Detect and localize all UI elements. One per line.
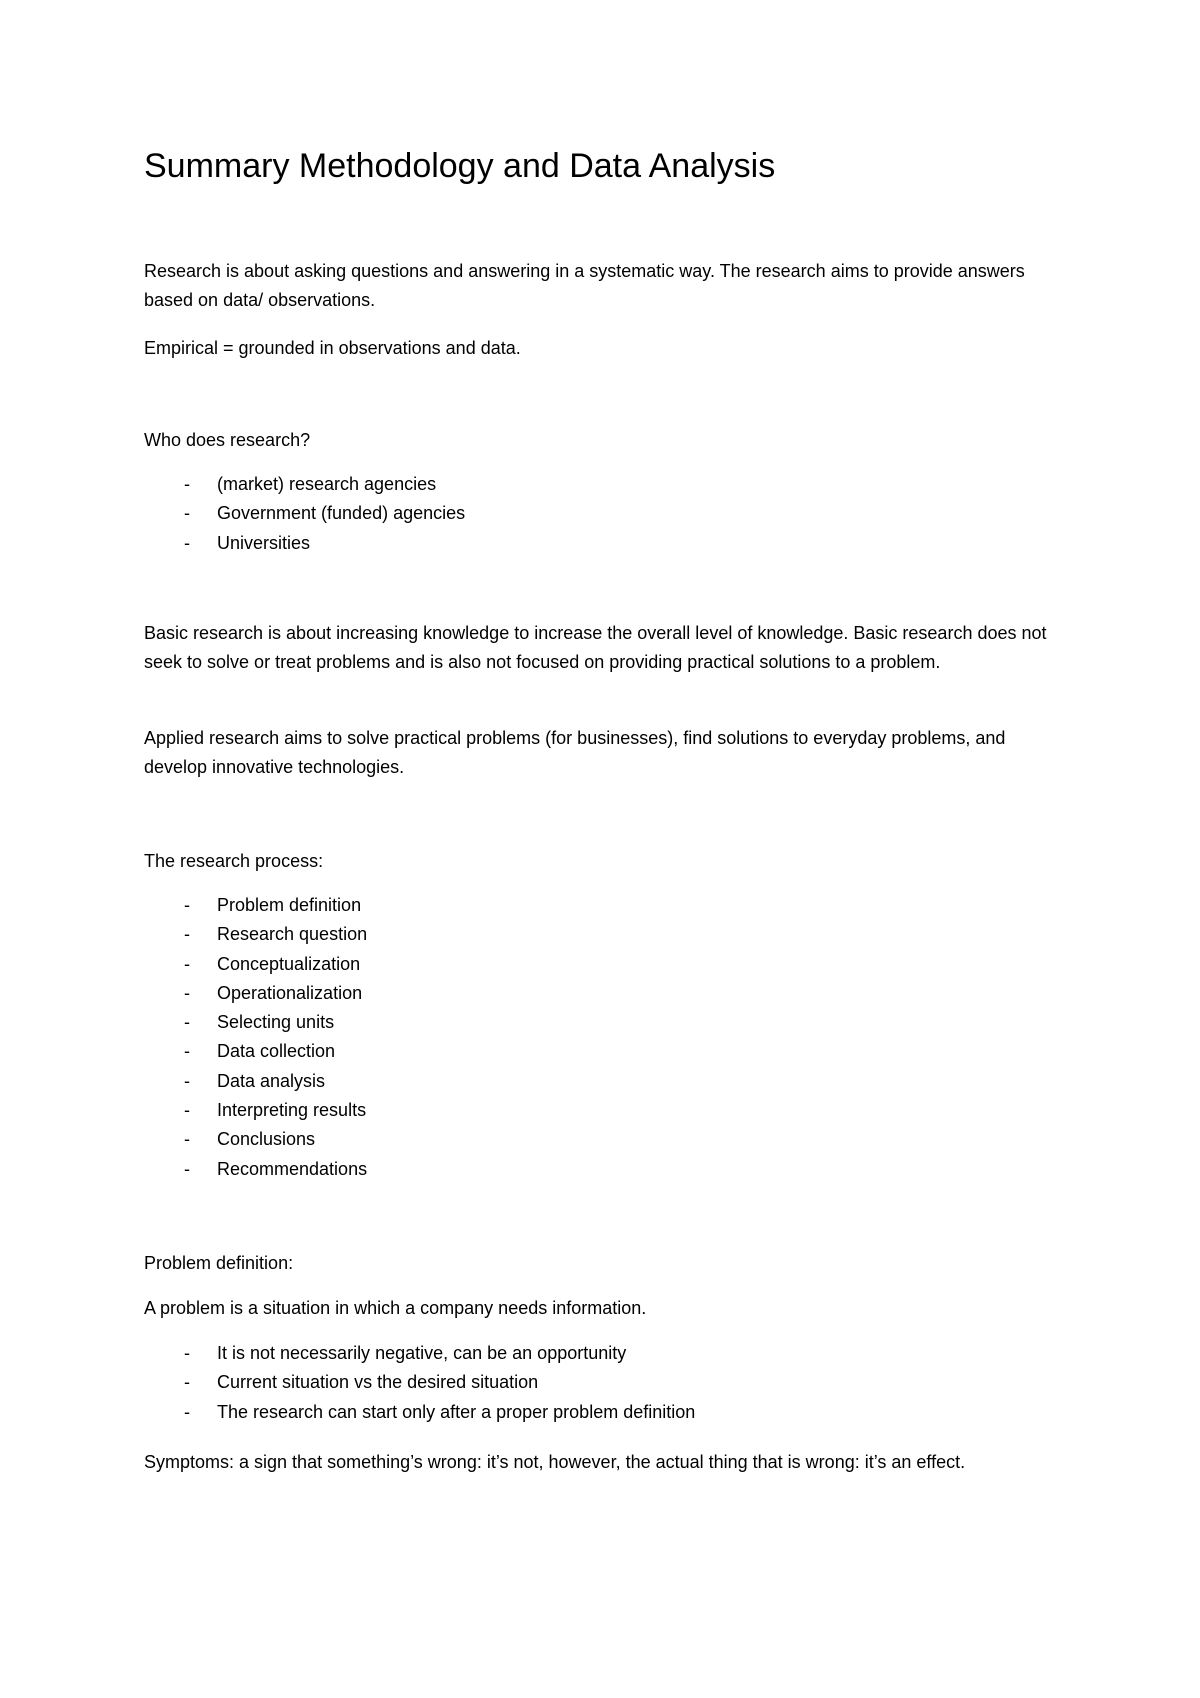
problem-definition-list [144,1339,1064,1427]
list-item [144,1008,1064,1037]
bullet-dash: - [184,1100,190,1121]
bullet-dash: - [184,474,190,494]
list-item-text: Current situation vs the desired situation [217,1372,539,1393]
problem-definition-text: A problem is a situation in which a company needs information. [144,1298,647,1318]
list-item [144,1037,1064,1066]
research-process-heading: The research process: [144,851,324,871]
bullet-dash: - [184,1343,190,1363]
list-item-text: Selecting units [217,1012,335,1033]
list-item [144,891,1064,920]
problem-definition-heading: Problem definition: [144,1253,294,1273]
intro-paragraph: Research is about asking questions and answering in a systematic way. The research aims to provide answers based on data/ observations. [144,261,1025,310]
list-item [144,470,1064,499]
list-item [144,529,1064,558]
list-item [144,1398,1064,1427]
bullet-dash: - [184,1401,190,1422]
list-item-text: Operationalization [217,982,363,1003]
basic-research-paragraph: Basic research is about increasing knowledge to increase the overall level of knowledge. Basic research does not seek to solve or treat problems and is also not focused on providing practical solutions to a problem. [144,623,1047,672]
list-item-text: Universities [217,532,311,553]
list-item [144,1368,1064,1397]
list-item-text: (market) research agencies [217,474,437,494]
list-item-text: Interpreting results [217,1100,367,1121]
who-does-research-list [144,470,1064,558]
document-title: Summary Methodology and Data Analysis [144,147,776,185]
list-item [144,1125,1064,1154]
list-item [144,920,1064,949]
list-item [144,1339,1064,1368]
list-item [144,950,1064,979]
bullet-dash: - [184,1041,190,1062]
who-does-research-heading: Who does research? [144,430,311,450]
research-process-list [144,891,1064,1184]
symptoms-paragraph: Symptoms: a sign that something’s wrong: it’s not, however, the actual thing that is wrong: it’s an effect. [144,1452,966,1472]
list-item [144,1155,1064,1184]
bullet-dash: - [184,1012,190,1033]
list-item-text: Data analysis [217,1070,326,1091]
bullet-dash: - [184,1129,190,1150]
list-item-text: It is not necessarily negative, can be an opportunity [217,1343,627,1363]
bullet-dash: - [184,924,190,945]
list-item-text: Data collection [217,1041,336,1062]
list-item-text: Problem definition [217,895,362,915]
bullet-dash: - [184,953,190,974]
bullet-dash: - [184,982,190,1003]
list-item-text: The research can start only after a proper problem definition [217,1401,696,1422]
list-item-text: Recommendations [217,1158,368,1179]
bullet-dash: - [184,895,190,915]
bullet-dash: - [184,1158,190,1179]
list-item-text: Research question [217,924,368,945]
list-item [144,499,1064,528]
empirical-definition: Empirical = grounded in observations and data. [144,338,521,358]
list-item [144,1096,1064,1125]
list-item-text: Government (funded) agencies [217,503,466,524]
bullet-dash: - [184,532,190,553]
bullet-dash: - [184,1070,190,1091]
list-item-text: Conceptualization [217,953,361,974]
list-item [144,1067,1064,1096]
applied-research-paragraph: Applied research aims to solve practical problems (for businesses), find solutions to everyday problems, and develop innovative technologies. [144,728,1006,777]
bullet-dash: - [184,1372,190,1393]
list-item [144,979,1064,1008]
bullet-dash: - [184,503,190,524]
list-item-text: Conclusions [217,1129,316,1150]
